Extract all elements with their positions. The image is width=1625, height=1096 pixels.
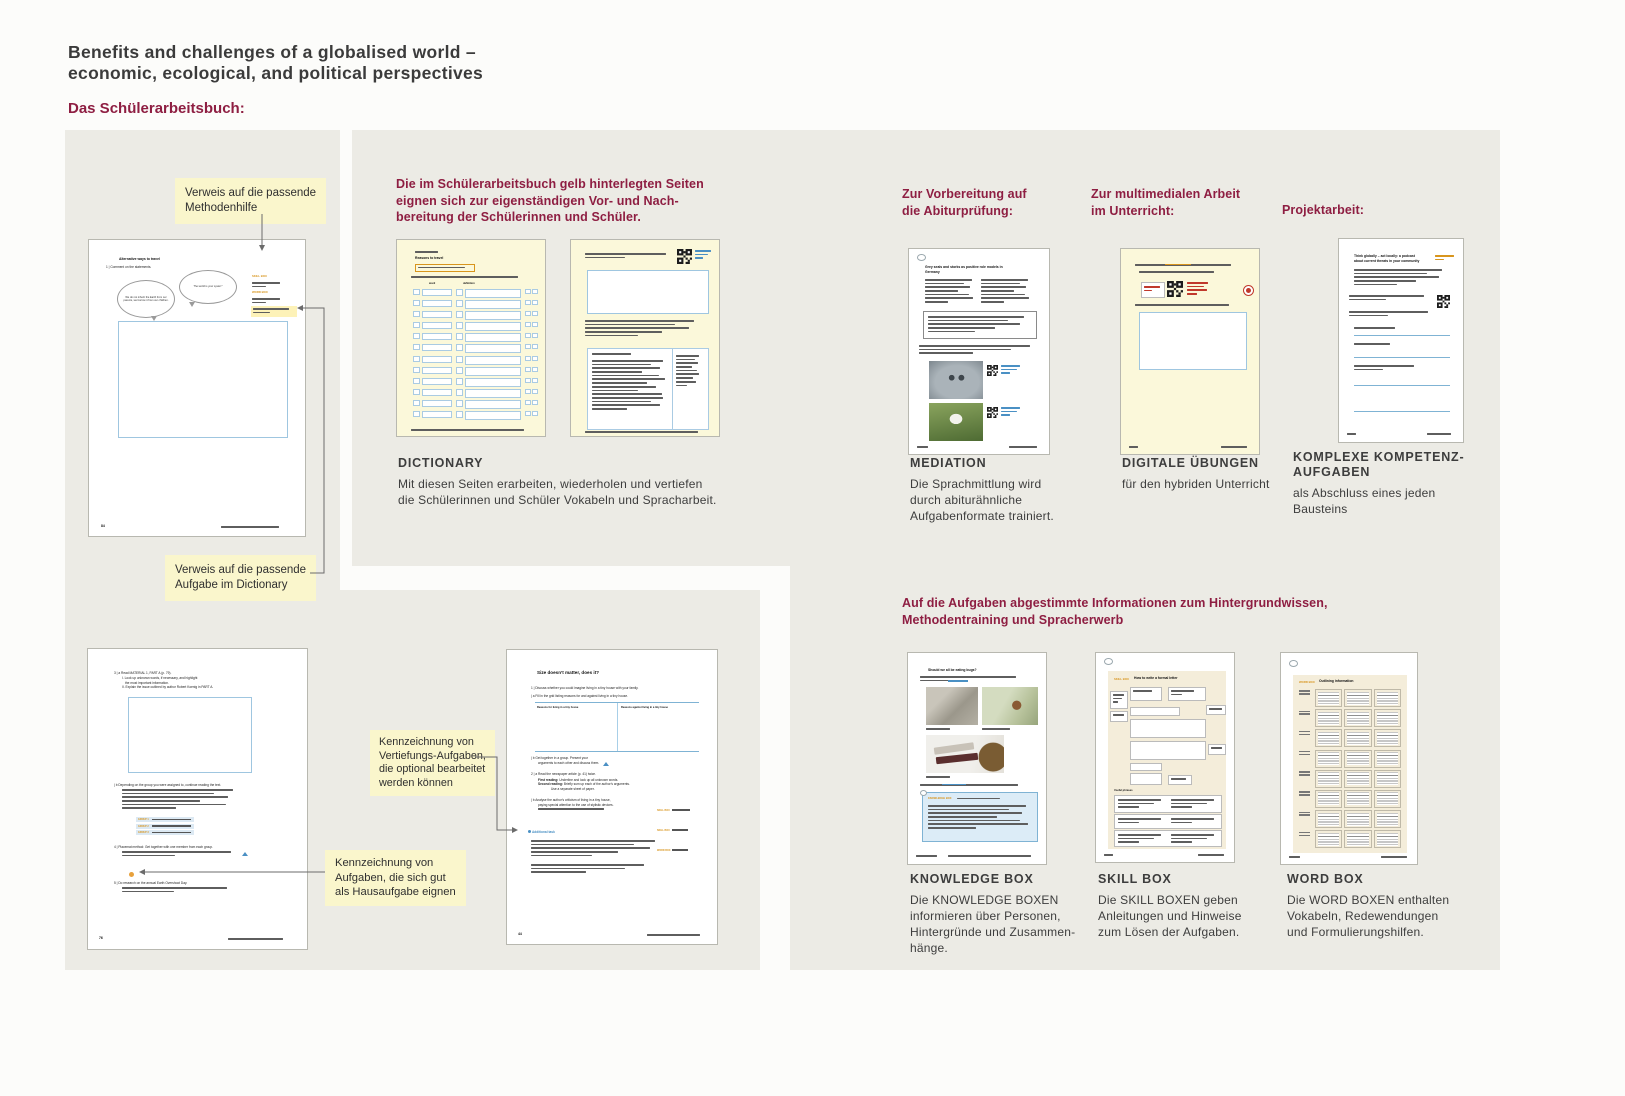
task-lines bbox=[538, 808, 608, 812]
mini-title: Should we all be eating bugs? bbox=[928, 668, 977, 672]
speech-bubble-2: The world is your oyster.* bbox=[179, 270, 237, 304]
writing-box bbox=[118, 321, 288, 438]
mini-title: Grey seals and storks as positive role models in Germany bbox=[925, 265, 1003, 274]
highlight bbox=[1165, 264, 1191, 266]
mini-task: 3 | a Read MATERIAL 1, PART A (p. 79). bbox=[114, 671, 172, 675]
thumbnail-workbook-page-44 bbox=[506, 649, 718, 945]
footer-text bbox=[1427, 433, 1453, 437]
thumbnail-mediation bbox=[908, 248, 1050, 455]
qr-caption bbox=[1001, 365, 1021, 376]
mini-task: 4 | Placemat method: Get together with one member from each group. bbox=[114, 845, 213, 849]
mini-task: 1 | Comment on the statements. bbox=[106, 265, 152, 269]
writing-line bbox=[1354, 357, 1450, 358]
mini-task: Use a separate sheet of paper. bbox=[551, 786, 595, 791]
prompt bbox=[1354, 365, 1418, 372]
qr-code bbox=[1437, 295, 1450, 308]
task-lines bbox=[122, 851, 238, 858]
footer-text bbox=[585, 431, 705, 435]
burger-packaging-photo bbox=[982, 687, 1038, 725]
mini-task bbox=[1349, 295, 1429, 302]
footer-text bbox=[1009, 446, 1039, 450]
writing-box bbox=[1139, 312, 1247, 370]
skill-box-ref: SKILL BOX bbox=[252, 264, 288, 289]
protein-bars-photo bbox=[926, 735, 1004, 773]
phrase-table bbox=[1299, 689, 1401, 851]
skill-info-box: SKILL BOX How to write a formal letter Useful phrases bbox=[1108, 671, 1226, 849]
qr-caption bbox=[695, 250, 712, 261]
mini-title: Size doesn’t matter, does it? bbox=[537, 670, 600, 675]
speech-bubble-1: We do not inherit the Earth from our parents, we borrow it from our children. bbox=[117, 280, 175, 318]
heading-multimedia: Zur multimedialen Arbeit im Unterricht: bbox=[1091, 187, 1241, 218]
page-subtitle: Das Schülerarbeitsbuch: bbox=[68, 100, 245, 117]
thumbnail-projektarbeit bbox=[1338, 238, 1464, 443]
thumbnail-dictionary-1 bbox=[396, 239, 546, 437]
photo-caption bbox=[926, 728, 952, 732]
group-work-icon bbox=[242, 852, 248, 856]
page-number: 84 bbox=[101, 524, 105, 528]
task-lines bbox=[531, 864, 651, 875]
mini-task: Second reading: Briefly sum up each of the author’s arguments. bbox=[538, 782, 630, 786]
footer-text bbox=[228, 938, 286, 942]
mini-task: 2 | a Read the newspaper article (p. 41) twice. bbox=[531, 772, 596, 776]
spiral-icon bbox=[1289, 660, 1298, 667]
footer-text bbox=[948, 855, 1036, 859]
mini-task bbox=[1139, 271, 1219, 275]
page-number: 44 bbox=[518, 932, 522, 936]
mini-task bbox=[585, 320, 701, 338]
mini-task: 1 | Discuss whether you could imagine living in a tiny house with your family. bbox=[531, 686, 639, 690]
heading-projektarbeit: Projektarbeit: bbox=[1282, 203, 1364, 217]
writing-line bbox=[1354, 385, 1450, 386]
mini-title: Think globally – act locally: a podcast about current threats in your community bbox=[1354, 254, 1420, 263]
mini-task: arguments to each other and discuss them. bbox=[538, 760, 600, 765]
page-title: Benefits and challenges of a globalised world – economic, ecological, and political perspectives bbox=[68, 42, 484, 83]
thumbnail-dictionary-2 bbox=[570, 239, 720, 437]
pro-contra-grid: Reasons for living in a tiny house Reasons against living in a tiny house bbox=[535, 702, 699, 752]
hint-box bbox=[415, 264, 475, 272]
caption-digitale-uebungen: DIGITALE ÜBUNGEN für den hybriden Unterricht bbox=[1122, 456, 1270, 491]
mediation-text-box bbox=[923, 311, 1037, 339]
word-info-box: WORD BOX Outlining information bbox=[1293, 675, 1407, 853]
thumbnail-workbook-page-84 bbox=[88, 239, 306, 537]
mini-task bbox=[1135, 304, 1235, 308]
mini-task bbox=[920, 676, 1022, 683]
spiral-icon bbox=[1104, 658, 1113, 665]
task-lines bbox=[122, 789, 240, 811]
col-header-definition: definition bbox=[463, 282, 475, 285]
text-column bbox=[925, 279, 975, 305]
thumbnail-workbook-page-76 bbox=[87, 648, 308, 950]
footer-text bbox=[411, 429, 531, 433]
page-number bbox=[1129, 446, 1139, 450]
caption-skill-box: SKILL BOX Die SKILL BOXEN geben Anleitungen und Hinweise zum Lösen der Aufgaben. bbox=[1098, 872, 1242, 939]
group-assignments: GROUP 1 GROUP 2 GROUP 3 bbox=[136, 817, 194, 837]
footer-text bbox=[647, 934, 703, 938]
spiral-icon bbox=[917, 254, 926, 261]
callout-dictionary-ref: Verweis auf die passende Aufgabe im Dictionary bbox=[165, 555, 316, 601]
caption-mediation: MEDIATION Die Sprachmittlung wird durch abiturähnliche Aufgabenformate trainiert. bbox=[910, 456, 1054, 523]
task-lines bbox=[531, 840, 663, 858]
mini-task bbox=[919, 345, 1037, 356]
prompt bbox=[1354, 343, 1392, 347]
writing-line bbox=[1354, 335, 1450, 336]
photo-caption bbox=[982, 728, 1012, 732]
col-header-word: word bbox=[429, 282, 436, 285]
callout-methodenhilfe: Verweis auf die passende Methodenhilfe bbox=[175, 178, 326, 224]
thumbnail-digitale-uebungen bbox=[1120, 248, 1260, 455]
text-column bbox=[981, 279, 1031, 305]
knowledge-info-box: KNOWLEDGE BOX bbox=[922, 792, 1038, 842]
page-number bbox=[917, 446, 929, 450]
link-highlight bbox=[942, 784, 966, 786]
callout-hausaufgabe: Kennzeichnung von Aufgaben, die sich gut als Hausaufgabe eignen bbox=[325, 850, 466, 906]
qr-code bbox=[987, 365, 998, 376]
mini-task bbox=[1349, 311, 1433, 318]
mini-task: II. Explain the issue outlined by author Robert Koenig in PART A. bbox=[122, 685, 214, 689]
mini-task: 5 | Do research on the annual Earth Overshoot Day. bbox=[114, 881, 188, 885]
mini-task: I. Look up unknown words, if necessary, and highlight bbox=[122, 676, 198, 680]
ref-orange bbox=[1435, 255, 1455, 262]
insects-photo bbox=[926, 687, 978, 725]
homework-icon bbox=[129, 872, 134, 877]
caption-komplexe-aufgaben: KOMPLEXE KOMPETENZ- AUFGABEN als Abschluss eines jeden Bausteins bbox=[1293, 450, 1465, 516]
mini-heading: Alternative ways to travel bbox=[119, 257, 160, 261]
qr-code bbox=[1167, 281, 1183, 297]
word-box-ref: WORD BOX bbox=[252, 280, 288, 305]
stork-photo bbox=[929, 403, 983, 441]
matching-table bbox=[413, 289, 538, 422]
footer-text bbox=[1381, 856, 1409, 860]
mini-task bbox=[585, 253, 671, 260]
bubble-tail bbox=[189, 302, 195, 307]
mini-task bbox=[920, 784, 1024, 788]
page-number bbox=[1289, 856, 1301, 860]
mini-task bbox=[411, 276, 525, 280]
digitale-uebung-badge bbox=[1243, 285, 1254, 296]
footer-text bbox=[1221, 446, 1249, 450]
group-work-icon bbox=[603, 762, 609, 766]
thumbnail-word-box bbox=[1280, 652, 1418, 865]
qr-code bbox=[677, 249, 692, 264]
mini-heading: Reasons to travel bbox=[415, 256, 444, 260]
link-highlight bbox=[948, 680, 968, 682]
mini-task: | b Analyse the author’s criticism of living in a tiny house, bbox=[531, 798, 611, 802]
page-number: 76 bbox=[99, 936, 103, 940]
footer-text bbox=[916, 855, 938, 859]
heading-infoboxes: Auf die Aufgaben abgestimmte Informationen zum Hintergrundwissen, Methodentraining und Spracherwerb bbox=[902, 596, 1328, 627]
box-refs: SKILL BOX SKILL BOX WORD BOX bbox=[657, 798, 705, 856]
footer-text bbox=[221, 526, 283, 530]
dictionary-intro: Die im Schülerarbeitsbuch gelb hinterlegten Seiten eignen sich zur eigenständigen Vor- und Nach- bereitung der Schülerinnen und Schüler. bbox=[396, 177, 704, 224]
mini-label bbox=[415, 251, 439, 255]
thumbnail-skill-box bbox=[1095, 652, 1235, 863]
photo-caption bbox=[926, 776, 952, 780]
caption-knowledge-box: KNOWLEDGE BOX Die KNOWLEDGE BOXEN informieren über Personen, Hintergründe und Zusammen- hänge. bbox=[910, 872, 1076, 955]
mini-task: | b Depending on the group you were assigned to, continue reading the text. bbox=[114, 783, 222, 787]
mini-task: | a Fill in the grid listing reasons for and against living in a tiny house. bbox=[531, 694, 629, 698]
gap-fill-box bbox=[587, 348, 709, 430]
seal-photo bbox=[929, 361, 983, 399]
qr-caption bbox=[1187, 282, 1209, 297]
task-lines bbox=[122, 887, 234, 894]
footer-text bbox=[1198, 854, 1226, 858]
heading-abitur: Zur Vorbereitung auf die Abiturprüfung: bbox=[902, 187, 1027, 218]
page-number bbox=[1104, 854, 1114, 858]
prompt bbox=[1354, 327, 1398, 331]
writing-box bbox=[587, 270, 709, 314]
writing-box bbox=[128, 697, 252, 773]
mini-task: First reading: Underline and look up all unknown words. bbox=[538, 777, 619, 782]
mini-task: paying special attention to the use of stylistic devices. bbox=[538, 802, 614, 807]
intro-text bbox=[1354, 269, 1448, 287]
thumbnail-knowledge-box bbox=[907, 652, 1047, 865]
abi-logo bbox=[1141, 282, 1165, 298]
homework-ref-highlight bbox=[251, 306, 297, 317]
mini-task: | b Get together in a group. Present your bbox=[531, 756, 588, 760]
page-number bbox=[1347, 433, 1357, 437]
caption-word-box: WORD BOX Die WORD BOXEN enthalten Vokabeln, Redewendungen und Formulierungshilfen. bbox=[1287, 872, 1450, 939]
writing-line bbox=[1354, 411, 1450, 412]
caption-dictionary: DICTIONARY Mit diesen Seiten erarbeiten, wiederholen und vertiefen die Schülerinnen und Schüler Vokabeln und Spracharbeit. bbox=[398, 456, 717, 507]
qr-caption bbox=[1001, 407, 1021, 418]
mini-task: the most important information. bbox=[125, 680, 169, 685]
callout-vertiefung: Kennzeichnung von Vertiefungs-Aufgaben, die optional bearbeitet werden können bbox=[370, 730, 495, 796]
additional-task-link: Additional task bbox=[528, 830, 555, 834]
qr-code bbox=[987, 407, 998, 418]
